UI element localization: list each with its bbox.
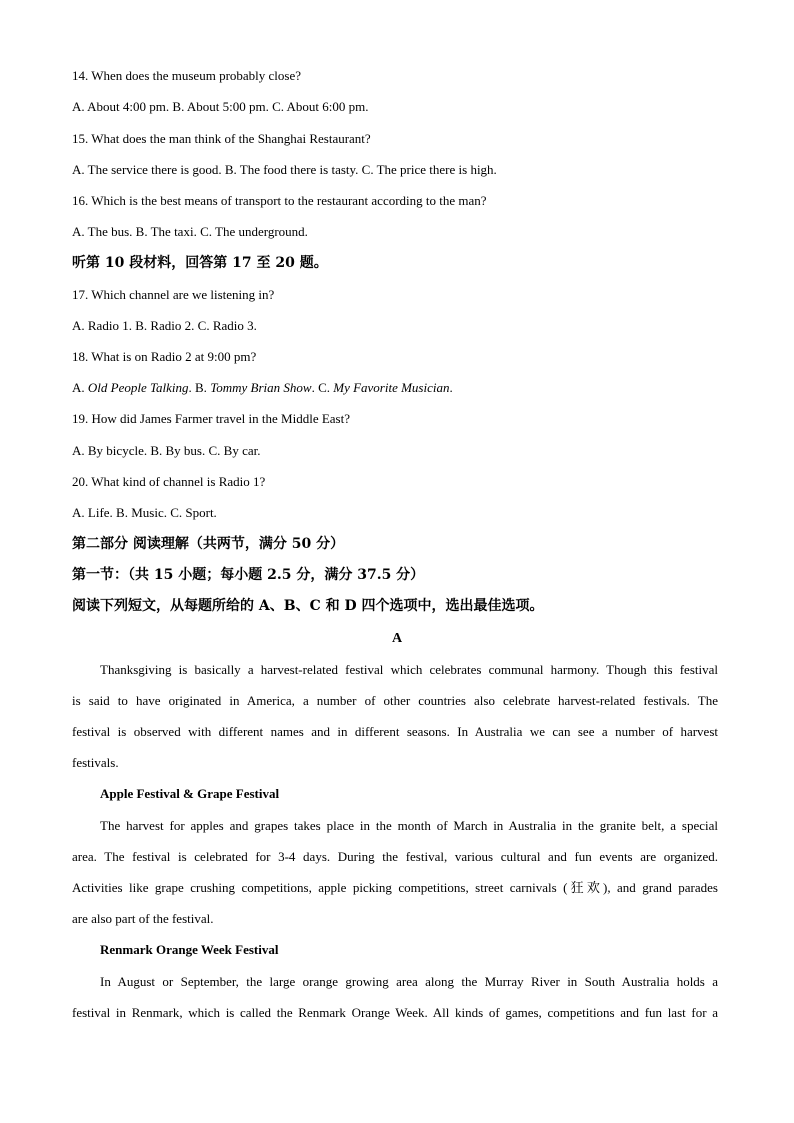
question-15: 15. What does the man think of the Shanghai Restaurant? xyxy=(72,131,371,146)
option-c-title: My Favorite Musician xyxy=(333,380,450,395)
question-16: 16. Which is the best means of transport to the restaurant according to the man? xyxy=(72,193,487,208)
option-b-title: Tommy Brian Show xyxy=(210,380,312,395)
intro-line-4: festivals. xyxy=(72,755,119,770)
option-a-title: Old People Talking xyxy=(87,380,189,395)
question-16-options: A. The bus. B. The taxi. C. The underground. xyxy=(72,224,308,239)
orange-line-2: festival in Renmark, which is called the Renmark Orange Week. All kinds of games, competitions and fun last for a xyxy=(72,1005,718,1020)
question-17: 17. Which channel are we listening in? xyxy=(72,287,275,302)
question-20-options: A. Life. B. Music. C. Sport. xyxy=(72,505,217,520)
renmark-heading: Renmark Orange Week Festival xyxy=(100,942,279,957)
option-b-label: . B. xyxy=(188,380,211,395)
question-19: 19. How did James Farmer travel in the Middle East? xyxy=(72,411,350,426)
question-20: 20. What kind of channel is Radio 1? xyxy=(72,474,266,489)
question-19-options: A. By bicycle. B. By bus. C. By car. xyxy=(72,443,261,458)
question-17-options: A. Radio 1. B. Radio 2. C. Radio 3. xyxy=(72,318,257,333)
orange-line-1: In August or September, the large orange growing area along the Murray River in South Australia holds a xyxy=(100,974,718,989)
intro-line-1: Thanksgiving is basically a harvest-related festival which celebrates communal harmony. Though this festival xyxy=(100,662,718,677)
question-15-options: A. The service there is good. B. The food there is tasty. C. The price there is high. xyxy=(72,162,497,177)
option-end: . xyxy=(449,380,453,395)
option-a-label: A. xyxy=(72,380,88,395)
apple-line-4: are also part of the festival. xyxy=(72,911,214,926)
apple-line-1: The harvest for apples and grapes takes place in the month of March in Australia in the granite belt, a special xyxy=(100,818,718,833)
apple-line-3: Activities like grape crushing competitions, apple picking competitions, street carnivals (狂欢), and grand parades xyxy=(72,880,718,895)
intro-line-2: is said to have originated in America, a number of other countries also celebrate harvest-related festivals. The xyxy=(72,693,718,708)
reading-instruction: 阅读下列短文，从每题所给的 A、B、C 和 D 四个选项中，选出最佳选项。 xyxy=(72,598,544,614)
part-two-heading: 第二部分 阅读理解（共两节，满分 50 分） xyxy=(72,536,345,552)
intro-line-3: festival is observed with different names and in different seasons. In Australia we can see a number of harvest xyxy=(72,724,718,739)
question-14-options: A. About 4:00 pm. B. About 5:00 pm. C. About 6:00 pm. xyxy=(72,99,369,114)
apple-grape-heading: Apple Festival & Grape Festival xyxy=(100,786,280,801)
question-14: 14. When does the museum probably close? xyxy=(72,68,302,83)
question-18-options xyxy=(72,379,732,397)
option-c-label: . C. xyxy=(311,380,334,395)
section-10-heading: 听第 10 段材料，回答第 17 至 20 题。 xyxy=(72,255,328,271)
apple-line-2: area. The festival is celebrated for 3-4 days. During the festival, various cultural and fun events are organized. xyxy=(72,849,718,864)
question-18: 18. What is on Radio 2 at 9:00 pm? xyxy=(72,349,257,364)
passage-label: A xyxy=(391,631,403,646)
section-one-heading: 第一节：（共 15 小题；每小题 2.5 分，满分 37.5 分） xyxy=(72,567,425,583)
